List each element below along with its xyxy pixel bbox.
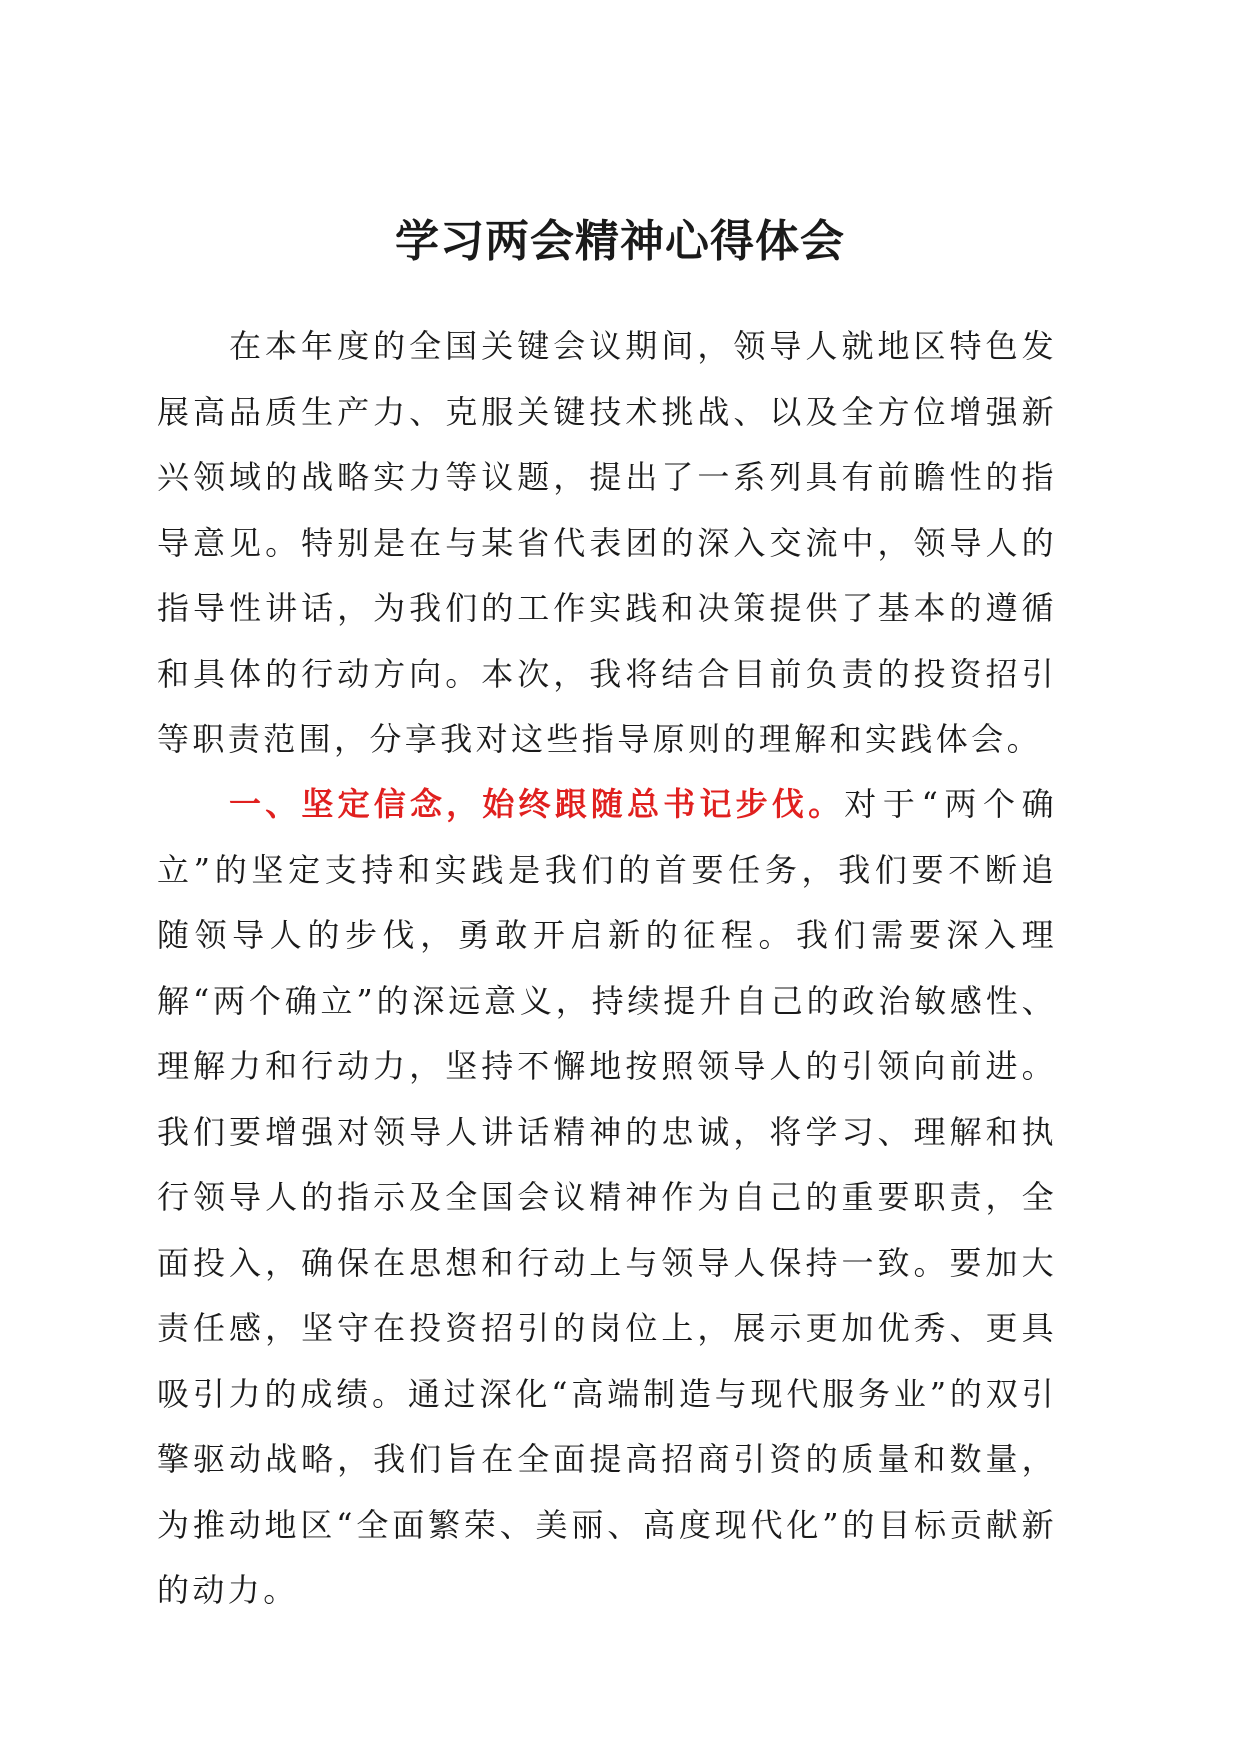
section-one-text: 对于“两个确立”的坚定支持和实践是我们的首要任务，我们要不断追随领导人的步伐，勇敢开启新的征程。我们需要深入理解“两个确立”的深远意义，持续提升自己的政治敏感性、理解力和行动力，坚持不懈地按照领导人的引领向前进。我们要增强对领导人讲话精神的忠诚，将学习、理解和执行领导人的指示及全国会议精神作为自己的重要职责，全面投入，确保在思想和行动上与领导人保持一致。要加大责任感，坚守在投资招引的岗位上，展示更加优秀、更具吸引力的成绩。通过深化“高端制造与现代服务业”的双引擎驱动战略，我们旨在全面提高招商引资的质量和数量，为推动地区“全面繁荣、美丽、高度现代化”的目标贡献新的动力。	[157, 785, 1057, 1609]
section-one-heading: 一、坚定信念，始终跟随总书记步伐。	[229, 785, 845, 823]
intro-paragraph-text: 在本年度的全国关键会议期间，领导人就地区特色发展高品质生产力、克服关键技术挑战、以及全方位增强新兴领域的战略实力等议题，提出了一系列具有前瞻性的指导意见。特别是在与某省代表团的深入交流中，领导人的指导性讲话，为我们的工作实践和决策提供了基本的遵循和具体的行动方向。本次，我将结合目前负责的投资招引等职责范围，分享我对这些指导原则的理解和实践体会。	[157, 327, 1057, 758]
intro-paragraph	[157, 314, 1057, 773]
document-title: 学习两会精神心得体会	[395, 216, 845, 267]
section-one-paragraph	[157, 772, 1057, 1624]
